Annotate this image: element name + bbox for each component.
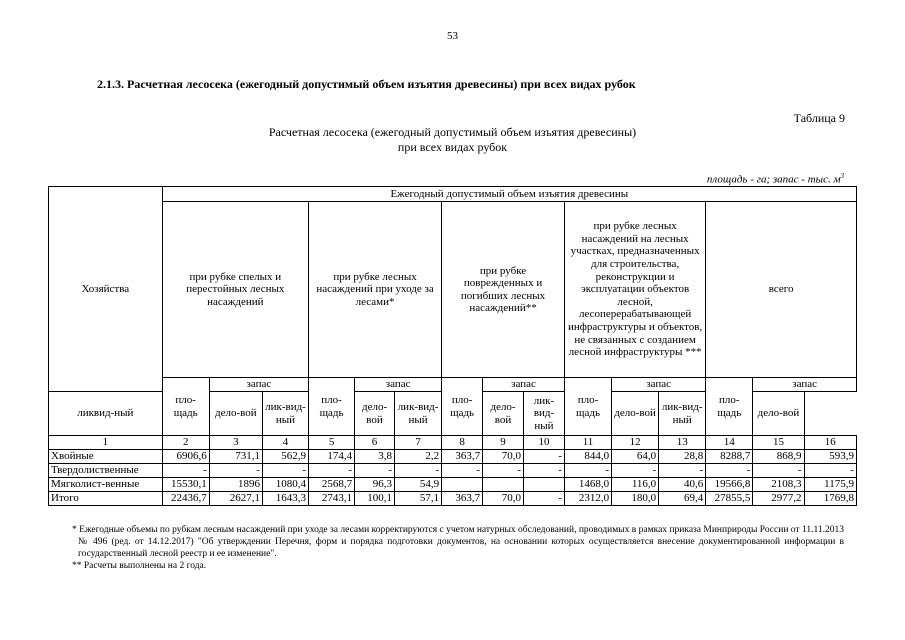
table-cell: 363,7: [442, 492, 483, 506]
table-number: Таблица 9: [793, 111, 845, 125]
table-cell: -: [659, 464, 706, 478]
table-cell: -: [524, 450, 565, 464]
table-row: [49, 492, 857, 506]
table-cell: 868,9: [753, 450, 804, 464]
table-cell: 363,7: [442, 450, 483, 464]
table-cell: 8288,7: [706, 450, 753, 464]
table-cell: 2977,2: [753, 492, 804, 506]
col-number: 9: [483, 436, 524, 450]
header-group-damaged: при рубке поврежденных и погибших лесных насаждений**: [442, 202, 565, 378]
table-cell: 844,0: [564, 450, 611, 464]
table-cell: 6906,6: [162, 450, 209, 464]
header-liquid: ликвид-ный: [49, 392, 163, 436]
table-cell: 2,2: [395, 450, 442, 464]
row-label: Твердолиственные: [49, 464, 163, 478]
table-cell: 70,0: [483, 450, 524, 464]
row-label: Итого: [49, 492, 163, 506]
header-group-construction: при рубке лесных насаждений на лесных участках, предназначенных для строительства, реконструкции и эксплуатации объектов лесной, лесоперерабатывающей инфраструктуры и объектов, не связанных с созданием лесной инфраструктуры ***: [564, 202, 705, 378]
col-number: 6: [355, 436, 395, 450]
header-liquid: лик-вид-ный: [659, 392, 706, 436]
col-number: 5: [309, 436, 355, 450]
header-business: дело-вой: [355, 392, 395, 436]
header-business: дело-вой: [209, 392, 262, 436]
table-cell: 1175,9: [804, 478, 856, 492]
caption-line-1: Расчетная лесосека (ежегодный допустимый объем изъятия древесины): [268, 125, 637, 139]
col-number: 2: [162, 436, 209, 450]
table-cell: -: [524, 492, 565, 506]
table-cell: -: [309, 464, 355, 478]
table-cell: -: [804, 464, 856, 478]
table-cell: 116,0: [612, 478, 659, 492]
header-stock: запас: [483, 378, 565, 392]
table-cell: -: [442, 464, 483, 478]
header-business: дело-вой: [612, 392, 659, 436]
header-stock: запас: [355, 378, 442, 392]
header-business: дело-вой: [483, 392, 524, 436]
table-cell: [483, 478, 524, 492]
header-farm: Хозяйства: [49, 187, 163, 392]
table-cell: [442, 478, 483, 492]
footnotes: [72, 524, 844, 572]
col-number: 4: [262, 436, 308, 450]
header-area: пло-щадь: [309, 378, 355, 436]
table-cell: 22436,7: [162, 492, 209, 506]
header-stock: запас: [753, 378, 857, 392]
table-cell: 96,3: [355, 478, 395, 492]
header-liquid: лик-вид-ный: [262, 392, 308, 436]
header-area: пло-щадь: [162, 378, 209, 436]
col-number: 1: [49, 436, 163, 450]
lesoseka-table: [48, 186, 857, 506]
table-cell: -: [564, 464, 611, 478]
header-area: пло-щадь: [442, 378, 483, 436]
col-number: 11: [564, 436, 611, 450]
table-cell: 70,0: [483, 492, 524, 506]
table-cell: -: [524, 464, 565, 478]
table-cell: 2627,1: [209, 492, 262, 506]
header-stock: запас: [612, 378, 706, 392]
row-label: Мягколист-венные: [49, 478, 163, 492]
page-number: 53: [447, 30, 458, 42]
header-annual: Ежегодный допустимый объем изъятия древесины: [162, 187, 856, 202]
section-heading: 2.1.3. Расчетная лесосека (ежегодный допустимый объем изъятия древесины) при всех видах рубок: [97, 77, 636, 91]
header-area: пло-щадь: [564, 378, 611, 436]
table-cell: 69,4: [659, 492, 706, 506]
table-cell: -: [355, 464, 395, 478]
footnote-care: * Ежегодные объемы по рубкам лесным насаждений при уходе за лесами корректируются с учетом натурных обследований, проводимых в рамках приказа Минприроды России от 11.11.2013 № 496 (ред. от 14.12.2017) "Об утверждении Перечня, форм и порядка подготовки документов, на основании которых осуществляется внесение документированной информации в государственный лесной реестр и ее изменение".: [72, 525, 844, 559]
table-cell: -: [262, 464, 308, 478]
caption-line-2: при всех видах рубок: [397, 140, 508, 154]
table-cell: 28,8: [659, 450, 706, 464]
table-cell: 57,1: [395, 492, 442, 506]
table-cell: 174,4: [309, 450, 355, 464]
table-cell: 27855,5: [706, 492, 753, 506]
table-cell: 731,1: [209, 450, 262, 464]
header-group-total: всего: [706, 202, 857, 378]
col-number: 12: [612, 436, 659, 450]
table-cell: 2568,7: [309, 478, 355, 492]
header-area: пло-щадь: [706, 378, 753, 436]
table-cell: 1643,3: [262, 492, 308, 506]
col-number: 15: [753, 436, 804, 450]
header-liquid: лик-вид-ный: [524, 392, 565, 436]
table-cell: -: [483, 464, 524, 478]
table-cell: 1468,0: [564, 478, 611, 492]
table-cell: -: [395, 464, 442, 478]
table-cell: 180,0: [612, 492, 659, 506]
table-cell: 19566,8: [706, 478, 753, 492]
header-group-care: при рубке лесных насаждений при уходе за лесами*: [309, 202, 442, 378]
table-cell: -: [753, 464, 804, 478]
table-cell: 1080,4: [262, 478, 308, 492]
col-number: 3: [209, 436, 262, 450]
table-cell: 1896: [209, 478, 262, 492]
header-stock: запас: [209, 378, 308, 392]
table-cell: 2312,0: [564, 492, 611, 506]
table-row: [49, 450, 857, 464]
col-number: 8: [442, 436, 483, 450]
column-number-row: [49, 436, 857, 450]
table-cell: -: [162, 464, 209, 478]
table-row: [49, 478, 857, 492]
data-rows: [49, 450, 857, 506]
table-cell: 64,0: [612, 450, 659, 464]
col-number: 13: [659, 436, 706, 450]
table-row: [49, 464, 857, 478]
table-cell: 2108,3: [753, 478, 804, 492]
table-cell: 54,9: [395, 478, 442, 492]
table-cell: 1769,8: [804, 492, 856, 506]
table-cell: [524, 478, 565, 492]
header-business: дело-вой: [753, 392, 804, 436]
table-cell: 3,8: [355, 450, 395, 464]
col-number: 10: [524, 436, 565, 450]
col-number: 16: [804, 436, 856, 450]
table-cell: 15530,1: [162, 478, 209, 492]
units-text: площадь - га; запас - тыс. м: [706, 173, 841, 186]
table-cell: -: [706, 464, 753, 478]
table-cell: 593,9: [804, 450, 856, 464]
units-superscript: 3: [840, 172, 844, 180]
row-label: Хвойные: [49, 450, 163, 464]
table-cell: 100,1: [355, 492, 395, 506]
header-liquid: лик-вид-ный: [395, 392, 442, 436]
table-cell: 40,6: [659, 478, 706, 492]
header-group-mature: при рубке спелых и перестойных лесных насаждений: [162, 202, 308, 378]
footnote-years: ** Расчеты выполнены на 2 года.: [72, 561, 207, 571]
table-cell: 2743,1: [309, 492, 355, 506]
table-cell: -: [209, 464, 262, 478]
col-number: 7: [395, 436, 442, 450]
col-number: 14: [706, 436, 753, 450]
units-note: [707, 172, 844, 186]
table-cell: 562,9: [262, 450, 308, 464]
table-caption: [0, 125, 905, 155]
table-cell: -: [612, 464, 659, 478]
